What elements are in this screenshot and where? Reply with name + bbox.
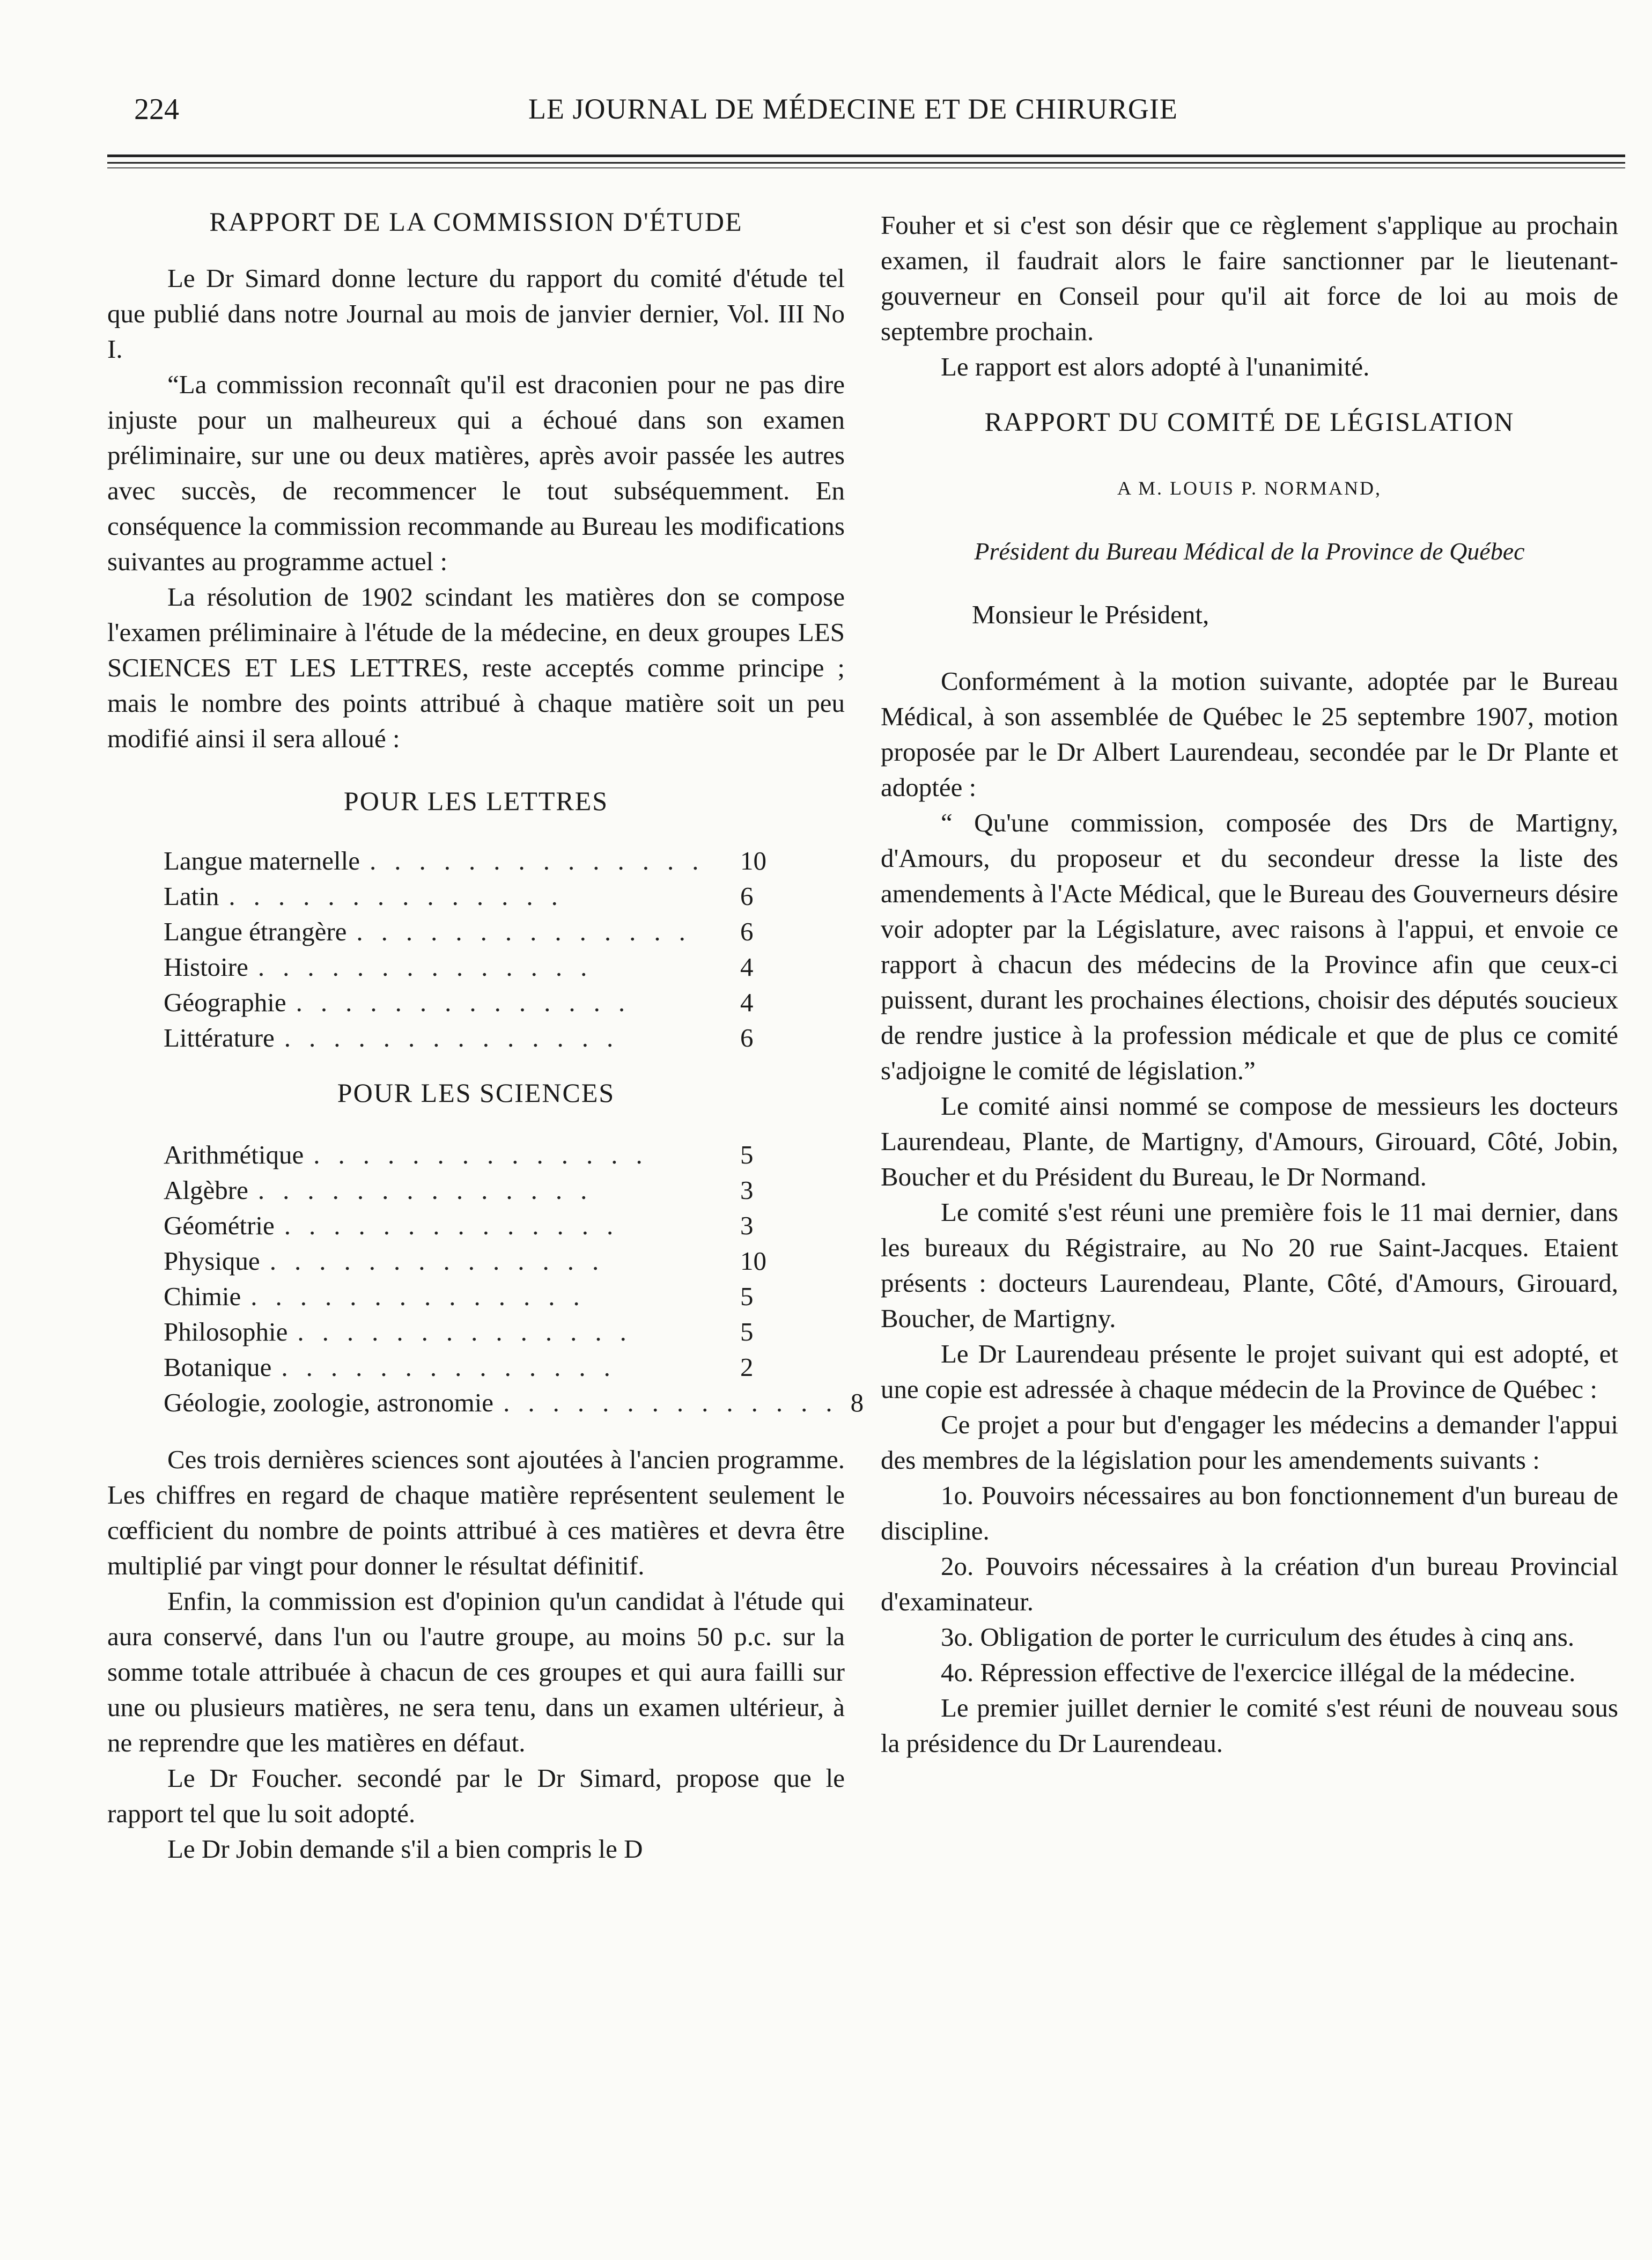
table-row: Algèbre .............. 3 xyxy=(164,1173,778,1208)
paragraph: Le Dr Simard donne lecture du rapport du comité d'étude tel que publié dans notre Journal au mois de janvier dernier, Vol. III No I. xyxy=(107,263,845,364)
journal-title: LE JOURNAL DE MÉDECINE ET DE CHIRURGIE xyxy=(528,93,1178,125)
table-row: Histoire .............. 4 xyxy=(164,949,778,985)
subject: Latin xyxy=(164,881,219,911)
paragraph: Le comité s'est réuni une première fois le 11 mai dernier, dans les bureaux du Régistraire, au No 20 rue Saint-Jacques. Etaient présents : docteurs Laurendeau, Plante, Côté, d'Amours, Girouard, Boucher, de Martigny. xyxy=(881,1197,1618,1333)
sciences-table xyxy=(164,1137,864,1420)
subject: Langue maternelle xyxy=(164,846,360,875)
table-row: Physique .............. 10 xyxy=(164,1243,778,1279)
points: 6 xyxy=(740,881,754,911)
paragraph: Conformément à la motion suivante, adoptée par le Bureau Médical, à son assemblée de Québec le 25 septembre 1907, motion proposée par le Dr Albert Laurendeau, secondée par le Dr Plante et adoptée : xyxy=(881,666,1618,802)
list-item: 3o. Obligation de porter le curriculum des études à cinq ans. xyxy=(941,1622,1575,1652)
points: 10 xyxy=(740,846,766,875)
table-row: Langue maternelle .............. 10 xyxy=(164,843,778,879)
subject: Physique xyxy=(164,1246,260,1276)
paragraph: Fouher et si c'est son désir que ce règlement s'applique au prochain examen, il faudrait alors le faire sanctionner par le lieutenant-gouverneur en Conseil pour qu'il ait force de loi au mois de septembre prochain. xyxy=(881,210,1618,346)
subject: Chimie xyxy=(164,1282,241,1311)
paragraph: Le comité ainsi nommé se compose de messieurs les docteurs Laurendeau, Plante, de Martigny, d'Amours, Girouard, Côté, Jobin, Boucher et du Président du Bureau, le Dr Normand. xyxy=(881,1091,1618,1191)
table-row: Géographie .............. 4 xyxy=(164,985,778,1020)
table-row: Langue étrangère .............. 6 xyxy=(164,914,778,949)
paragraph: Le Dr Jobin demande s'il a bien compris le D xyxy=(167,1834,643,1864)
paragraph: La résolution de 1902 scindant les matières don se compose l'examen préliminaire à l'étude de la médecine, en deux groupes LES SCIENCES ET LES LETTRES, reste acceptés comme principe ; mais le nombre des points attribué à chaque matière soit un peu modifié ainsi il sera alloué : xyxy=(107,582,845,753)
subject: Géométrie xyxy=(164,1211,275,1240)
salutation: Monsieur le Président, xyxy=(972,600,1210,629)
points: 4 xyxy=(740,952,754,982)
paragraph: “ Qu'une commission, composée des Drs de Martigny, d'Amours, du proposeur et du secondeur dresse la liste des amendements à l'Acte Médical, que le Bureau des Gouverneurs désire voir adopter par la Législature, avec raisons à l'appui, et envoie ce rapport à chacun des médecins de la Province afin que ceux-ci puissent, durant les prochaines élections, choisir des députés soucieux de rendre justice à la profession médicale et que de plus ce comité s'adjoigne le comité de législation.” xyxy=(881,808,1618,1085)
table-row: Géométrie .............. 3 xyxy=(164,1208,778,1243)
section-heading: RAPPORT DE LA COMMISSION D'ÉTUDE xyxy=(209,207,743,237)
subject: Botanique xyxy=(164,1352,272,1382)
table-row: Botanique .............. 2 xyxy=(164,1350,778,1385)
lettres-heading: POUR LES LETTRES xyxy=(343,786,609,816)
addressee-title: Président du Bureau Médical de la Province de Québec xyxy=(974,538,1525,565)
header-rule xyxy=(107,167,1625,168)
section-heading: RAPPORT DU COMITÉ DE LÉGISLATION xyxy=(984,407,1515,437)
points: 4 xyxy=(740,988,754,1017)
left-column xyxy=(107,204,864,1867)
running-header xyxy=(134,92,1609,130)
subject: Histoire xyxy=(164,952,248,982)
paragraph: Le Dr Foucher. secondé par le Dr Simard, propose que le rapport tel que lu soit adopté. xyxy=(107,1763,845,1828)
header-rule xyxy=(107,154,1625,157)
paragraph: Le rapport est alors adopté à l'unanimité. xyxy=(941,352,1370,381)
points: 10 xyxy=(740,1246,766,1276)
list-item: 1o. Pouvoirs nécessaires au bon fonctionnement d'un bureau de discipline. xyxy=(881,1481,1618,1545)
subject: Géographie xyxy=(164,988,286,1017)
points: 6 xyxy=(740,917,754,946)
points: 3 xyxy=(740,1211,754,1240)
paragraph: Ce projet a pour but d'engager les médecins a demander l'appui des membres de la législation pour les amendements suivants : xyxy=(881,1410,1618,1475)
table-row: Géologie, zoologie, astronomie .............. 8 xyxy=(164,1385,778,1420)
table-row: Arithmétique .............. 5 xyxy=(164,1137,778,1173)
table-row: Chimie .............. 5 xyxy=(164,1279,778,1314)
list-item: 4o. Répression effective de l'exercice illégal de la médecine. xyxy=(941,1658,1576,1687)
lettres-table xyxy=(164,843,778,1056)
header-rule xyxy=(107,162,1625,164)
paragraph: “La commission reconnaît qu'il est draconien pour ne pas dire injuste pour un malheureux qui a échoué dans son examen préliminaire, sur une ou deux matières, après avoir passée les autres avec succès, de recommencer le tout subséquemment. En conséquence la commission recommande au Bureau les modifications suivantes au programme actuel : xyxy=(107,370,845,576)
subject: Langue étrangère xyxy=(164,917,347,946)
paragraph: Le Dr Laurendeau présente le projet suivant qui est adopté, et une copie est adressée à chaque médecin de la Province de Québec : xyxy=(881,1339,1618,1404)
subject: Arithmétique xyxy=(164,1140,304,1169)
subject: Philosophie xyxy=(164,1317,288,1346)
table-row: Latin .............. 6 xyxy=(164,879,778,914)
subject: Littérature xyxy=(164,1023,275,1052)
page-number: 224 xyxy=(134,93,179,126)
paragraph: Enfin, la commission est d'opinion qu'un candidat à l'étude qui aura conservé, dans l'un ou l'autre groupe, au moins 50 p.c. sur la somme totale attribuée à chacun de ces groupes et qui aura failli sur une ou plusieurs matières, ne sera tenu, dans un examen ultérieur, à ne reprendre que les matières en défaut. xyxy=(107,1586,845,1757)
points: 6 xyxy=(740,1023,754,1052)
addressee: A M. LOUIS P. NORMAND, xyxy=(1117,477,1382,499)
points: 2 xyxy=(740,1352,754,1382)
table-row: Littérature .............. 6 xyxy=(164,1020,778,1056)
right-column xyxy=(881,208,1618,1761)
paragraph: Le premier juillet dernier le comité s'est réuni de nouveau sous la présidence du Dr Laurendeau. xyxy=(881,1693,1618,1758)
list-item: 2o. Pouvoirs nécessaires à la création d'un bureau Provincial d'examinateur. xyxy=(881,1551,1618,1616)
points: 5 xyxy=(740,1140,754,1169)
points: 5 xyxy=(740,1282,754,1311)
subject: Géologie, zoologie, astronomie xyxy=(164,1388,494,1417)
table-row: Philosophie .............. 5 xyxy=(164,1314,778,1350)
subject: Algèbre xyxy=(164,1175,248,1205)
points: 8 xyxy=(850,1388,864,1417)
paragraph: Ces trois dernières sciences sont ajoutées à l'ancien programme. Les chiffres en regard de chaque matière représentent seulement le cœfficient du nombre de points attribué à ces matières et devra être multiplié par vingt pour donner le résultat définitif. xyxy=(107,1445,845,1580)
points: 3 xyxy=(740,1175,754,1205)
sciences-heading: POUR LES SCIENCES xyxy=(337,1078,615,1108)
points: 5 xyxy=(740,1317,754,1346)
